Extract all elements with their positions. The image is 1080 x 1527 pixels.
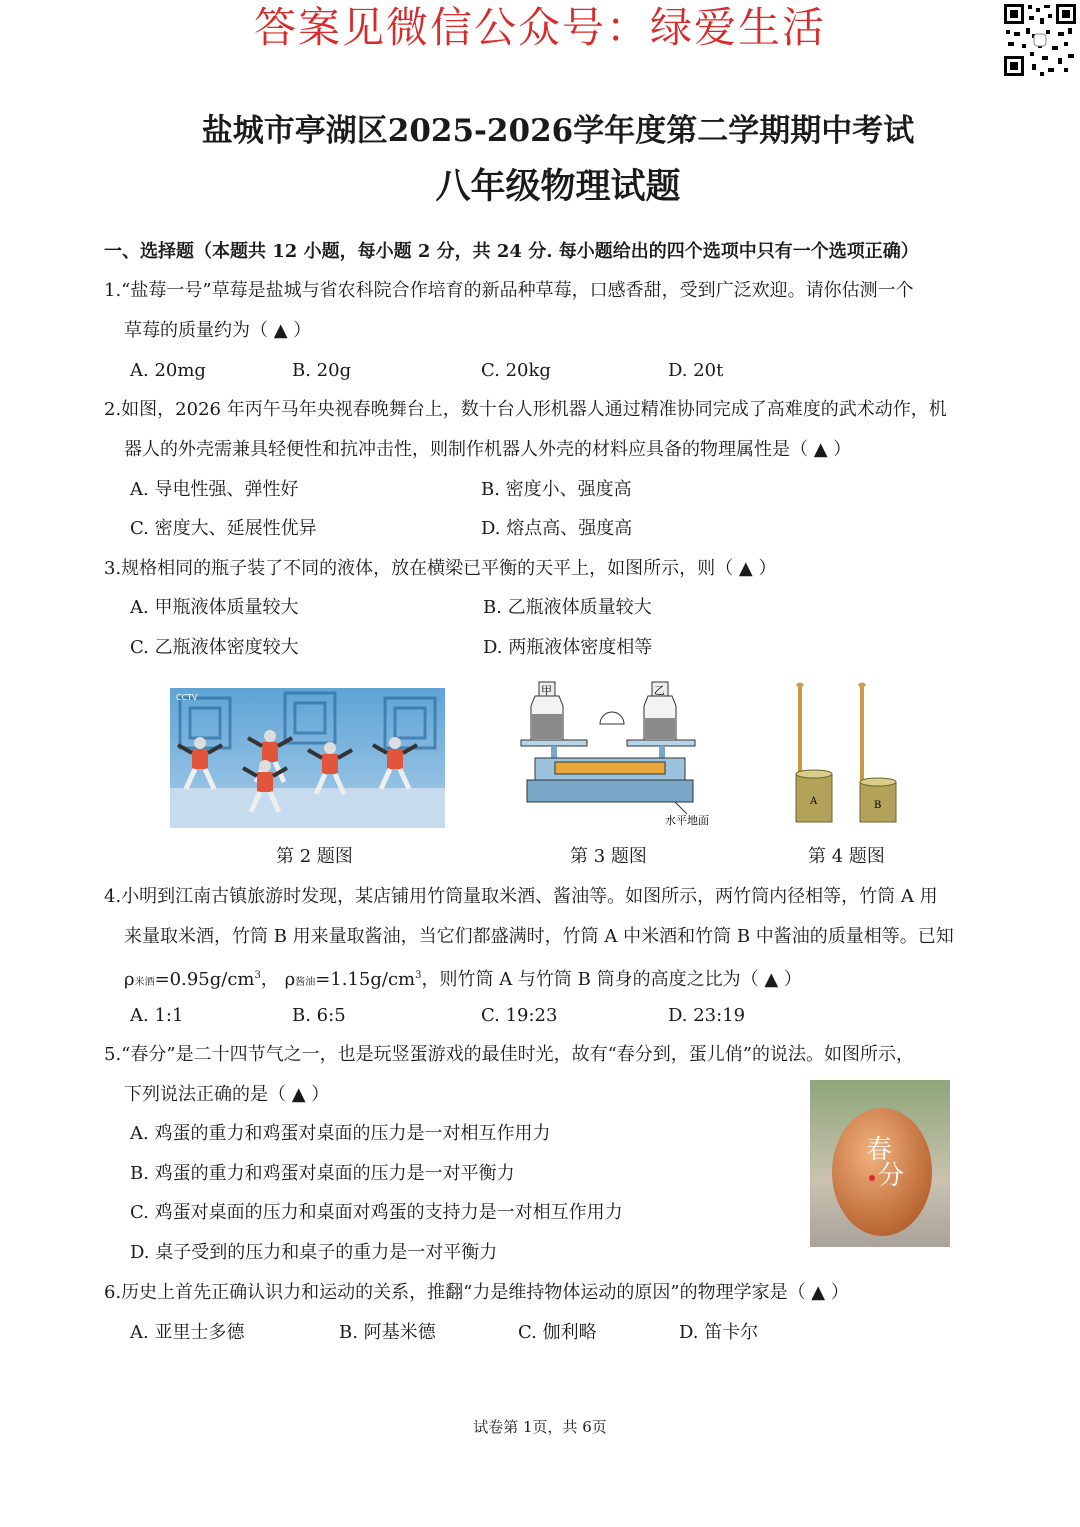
q3-option-b: B. 乙瓶液体质量较大 — [483, 597, 652, 618]
q4-option-b: B. 6:5 — [292, 1005, 346, 1026]
ground-label: 水平地面 — [665, 814, 709, 827]
tube-a-label: A — [810, 796, 818, 807]
promo-banner: 答案见微信公众号：绿爱生活 — [253, 3, 826, 52]
separator: ， — [260, 969, 279, 990]
rho-value-soy-sauce: =1.15g/cm — [315, 969, 416, 990]
caption-figure-4: 第 4 题图 — [808, 846, 885, 867]
egg-photo — [810, 1080, 950, 1247]
caption-figure-2: 第 2 题图 — [276, 846, 353, 867]
caption-figure-3: 第 3 题图 — [570, 846, 647, 867]
page-footer: 试卷第 1页，共 6页 — [473, 1418, 607, 1436]
q5-option-a: A. 鸡蛋的重力和鸡蛋对桌面的压力是一对相互作用力 — [130, 1123, 551, 1144]
rho-sub-soy-sauce: 酱油 — [295, 977, 316, 988]
q4-option-a: A. 1:1 — [130, 1005, 184, 1026]
tube-b-label: B — [874, 800, 882, 811]
q1-option-a: A. 20mg — [130, 360, 206, 381]
q2-stem-line2: 器人的外壳需兼具轻便性和抗冲击性，则制作机器人外壳的材料应具备的物理属性是（ ▲ ） — [124, 439, 852, 460]
egg-text-fen: 分 — [878, 1161, 905, 1191]
bamboo-tubes-figure — [792, 682, 902, 830]
rho-value-rice-wine: =0.95g/cm — [154, 969, 255, 990]
q3-option-a: A. 甲瓶液体质量较大 — [130, 597, 299, 618]
q1-option-d: D. 20t — [668, 360, 724, 381]
q1-stem-line1: 1.“盐莓一号”草莓是盐城与省农科院合作培育的新品种草莓，口感香甜，受到广泛欢迎。请你估测一个 — [104, 280, 914, 301]
q5-option-b: B. 鸡蛋的重力和鸡蛋对桌面的压力是一对平衡力 — [130, 1163, 515, 1184]
q4-stem-line2: 来量取米酒，竹筒 B 用来量取酱油，当它们都盛满时，竹筒 A 中米酒和竹筒 B 中酱油的质量相等。已知 — [124, 926, 954, 947]
q6-stem-line1: 6.历史上首先正确认识力和运动的关系，推翻“力是维持物体运动的原因”的物理学家是（ ▲ ） — [104, 1282, 849, 1303]
q4-option-d: D. 23:19 — [668, 1005, 746, 1026]
section-header: 一、选择题（本题共 12 小题，每小题 2 分，共 24 分. 每小题给出的四个选项中只有一个选项正确） — [104, 241, 919, 262]
q4-option-c: C. 19:23 — [481, 1005, 558, 1026]
rho-symbol: ρ — [124, 969, 135, 990]
q3-option-d: D. 两瓶液体密度相等 — [483, 637, 653, 658]
egg-text-chun: 春 — [866, 1135, 893, 1165]
q3-stem-line1: 3.规格相同的瓶子装了不同的液体，放在横梁已平衡的天平上，如图所示，则（ ▲ ） — [104, 558, 777, 579]
q1-option-b: B. 20g — [292, 360, 352, 381]
q6-option-c: C. 伽利略 — [518, 1322, 597, 1343]
q3-option-c: C. 乙瓶液体密度较大 — [130, 637, 299, 658]
exam-subtitle: 八年级物理试题 — [435, 166, 681, 207]
q1-stem-line2: 草莓的质量约为（ ▲ ） — [124, 320, 312, 341]
unit-exponent: 3 — [254, 970, 261, 981]
q4-stem-line1: 4.小明到江南古镇旅游时发现，某店铺用竹筒量取米酒、酱油等。如图所示，两竹筒内径相等，竹筒 A 用 — [104, 886, 938, 907]
bottle-yi-label: 乙 — [654, 684, 665, 697]
qr-code-icon — [1002, 2, 1078, 78]
q5-stem-line1: 5.“春分”是二十四节气之一，也是玩竖蛋游戏的最佳时光，故有“春分到，蛋儿俏”的说法。如图所示， — [104, 1044, 914, 1065]
q6-option-d: D. 笛卡尔 — [679, 1322, 759, 1343]
q5-option-d: D. 桌子受到的压力和桌子的重力是一对平衡力 — [130, 1242, 498, 1263]
unit-exponent: 3 — [415, 970, 422, 981]
q2-option-c: C. 密度大、延展性优异 — [130, 518, 317, 539]
rho-symbol: ρ — [284, 969, 296, 990]
q2-stem-line1: 2.如图，2026 年丙午马年央视春晚舞台上，数十台人形机器人通过精准协同完成了高难度的武术动作，机 — [104, 399, 947, 420]
exam-title: 盐城市亭湖区2025-2026学年度第二学期期中考试 — [201, 113, 915, 149]
q4-stem-line3-tail: ，则竹筒 A 与竹筒 B 筒身的高度之比为（ ▲ ） — [421, 969, 802, 990]
q1-option-c: C. 20kg — [481, 360, 551, 381]
q2-option-b: B. 密度小、强度高 — [481, 479, 632, 500]
cctv-logo: CCTV — [176, 693, 198, 702]
q2-option-a: A. 导电性强、弹性好 — [130, 479, 299, 500]
q4-stem-line3 — [124, 963, 802, 996]
robot-dance-photo — [170, 688, 445, 828]
q6-option-b: B. 阿基米德 — [339, 1322, 436, 1343]
q6-option-a: A. 亚里士多德 — [130, 1322, 245, 1343]
q5-stem-line2: 下列说法正确的是（ ▲ ） — [124, 1084, 330, 1105]
q2-option-d: D. 熔点高、强度高 — [481, 518, 633, 539]
bottle-jia-label: 甲 — [541, 684, 552, 697]
balance-scale-figure — [515, 674, 725, 832]
rho-sub-rice-wine: 米酒 — [134, 977, 155, 988]
q5-option-c: C. 鸡蛋对桌面的压力和桌面对鸡蛋的支持力是一对相互作用力 — [130, 1202, 623, 1223]
